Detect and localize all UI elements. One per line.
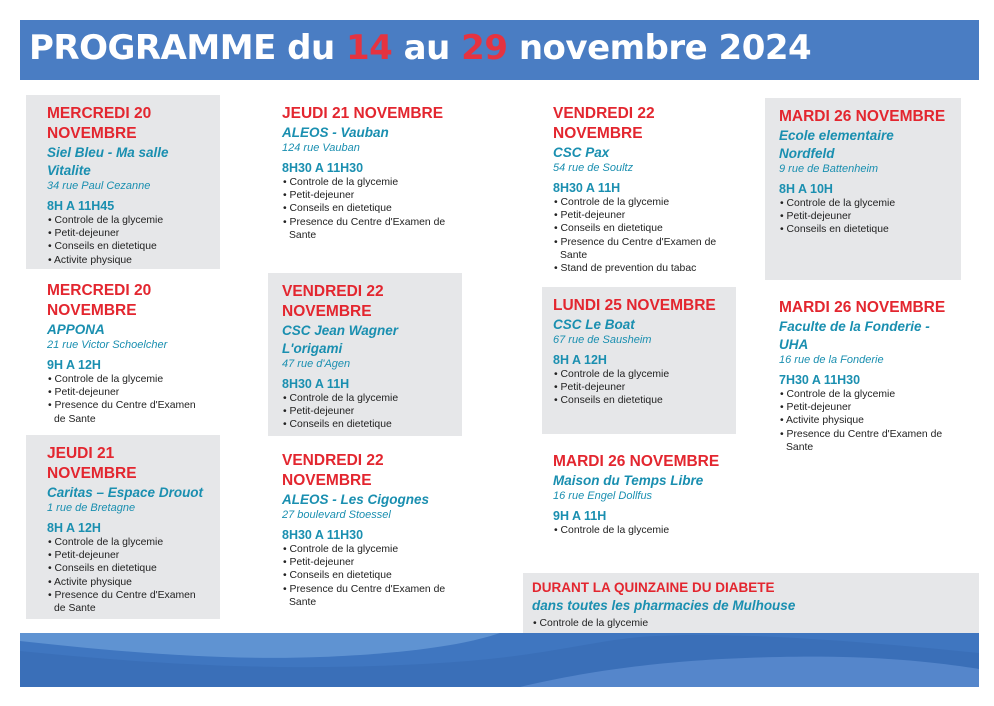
event-address: 1 rue de Bretagne <box>47 502 136 514</box>
event-time: 8H30 A 11H30 <box>282 161 364 175</box>
event-venue: Siel Bleu - Ma salle Vitalite <box>47 145 169 178</box>
activity-item: • Controle de la glycemie <box>779 197 947 210</box>
title-start-date: 14 <box>346 28 393 68</box>
event-activities <box>47 214 206 267</box>
activity-item: • Petit-dejeuner <box>282 405 448 418</box>
event-venue: CSC Jean Wagner L'origami <box>282 323 399 356</box>
event-venue: Ecole elementaire Nordfeld <box>779 128 894 161</box>
event-card <box>26 272 220 432</box>
activity-item: • Petit-dejeuner <box>282 189 448 202</box>
event-address: 67 rue de Sausheim <box>553 334 652 346</box>
event-address: 47 rue d'Agen <box>282 358 351 370</box>
quinzaine-activities <box>532 617 969 630</box>
activity-item: • Petit-dejeuner <box>553 381 722 394</box>
quinzaine-box <box>523 573 979 635</box>
event-time: 8H30 A 11H <box>553 181 621 195</box>
activity-item: • Conseils en dietetique <box>282 202 448 215</box>
event-address: 9 rue de Battenheim <box>779 163 879 175</box>
activity-item: • Conseils en dietetique <box>282 569 448 582</box>
activity-item: • Petit-dejeuner <box>47 386 206 399</box>
event-venue: Caritas – Espace Drouot <box>47 485 204 500</box>
event-address: 16 rue Engel Dollfus <box>553 490 653 502</box>
activity-item: • Conseils en dietetique <box>47 240 206 253</box>
event-day: MARDI 26 NOVEMBRE <box>779 108 946 125</box>
activity-item: • Conseils en dietetique <box>553 394 722 407</box>
activity-item: • Petit-dejeuner <box>553 209 722 222</box>
activity-item: • Controle de la glycemie <box>553 524 728 537</box>
event-address: 16 rue de la Fonderie <box>779 354 884 366</box>
activity-item: • Activite physique <box>779 414 951 427</box>
event-day: VENDREDI 22 NOVEMBRE <box>282 283 384 320</box>
event-card <box>765 289 965 479</box>
event-card <box>26 95 220 269</box>
event-venue: Faculte de la Fonderie - UHA <box>779 319 930 352</box>
event-activities <box>47 536 206 615</box>
event-activities <box>282 392 448 432</box>
activity-item: • Petit-dejeuner <box>779 401 951 414</box>
activity-item: • Conseils en dietetique <box>47 562 206 575</box>
activity-item: • Presence du Centre d'Examen de Sante <box>282 583 448 609</box>
event-day: MERCREDI 20 NOVEMBRE <box>47 282 152 319</box>
event-activities <box>779 197 947 237</box>
activity-item: • Conseils en dietetique <box>282 418 448 431</box>
event-card <box>542 287 736 434</box>
event-day: MERCREDI 20 NOVEMBRE <box>47 105 152 142</box>
event-time: 8H30 A 11H <box>282 377 350 391</box>
activity-item: • Controle de la glycemie <box>553 368 722 381</box>
activity-item: • Presence du Centre d'Examen de Sante <box>553 236 722 262</box>
activity-item: • Conseils en dietetique <box>779 223 947 236</box>
event-day: VENDREDI 22 NOVEMBRE <box>553 105 655 142</box>
page-title <box>29 28 811 68</box>
activity-item: • Presence du Centre d'Examen de Sante <box>779 428 951 454</box>
event-day: MARDI 26 NOVEMBRE <box>779 299 946 316</box>
event-day: VENDREDI 22 NOVEMBRE <box>282 452 384 489</box>
event-venue: ALEOS - Vauban <box>282 125 389 140</box>
activity-item: • Controle de la glycemie <box>282 176 448 189</box>
activity-item: • Petit-dejeuner <box>47 549 206 562</box>
event-time: 8H A 12H <box>47 521 101 535</box>
event-time: 8H30 A 11H30 <box>282 528 364 542</box>
title-middle: au <box>392 28 462 68</box>
event-time: 9H A 12H <box>47 358 101 372</box>
quinzaine-subtitle: dans toutes les pharmacies de Mulhouse <box>532 598 796 613</box>
event-activities <box>779 388 951 454</box>
activity-item: • Activite physique <box>47 254 206 267</box>
title-banner <box>20 20 979 80</box>
event-day: JEUDI 21 NOVEMBRE <box>47 445 137 482</box>
activity-item: • Petit-dejeuner <box>47 227 206 240</box>
event-card <box>268 273 462 436</box>
event-activities <box>553 196 722 275</box>
title-end-date: 29 <box>461 28 508 68</box>
activity-item: • Controle de la glycemie <box>779 388 951 401</box>
event-address: 34 rue Paul Cezanne <box>47 180 151 192</box>
activity-item: • Presence du Centre d'Examen de Sante <box>282 216 448 242</box>
event-activities <box>282 176 448 242</box>
activity-item: • Controle de la glycemie <box>282 392 448 405</box>
event-time: 7H30 A 11H30 <box>779 373 861 387</box>
event-address: 124 rue Vauban <box>282 142 360 154</box>
activity-item: • Controle de la glycemie <box>47 536 206 549</box>
event-card <box>542 95 736 281</box>
event-time: 9H A 11H <box>553 509 607 523</box>
activity-item: • Activite physique <box>47 576 206 589</box>
decorative-wave-footer <box>20 633 979 687</box>
activity-item: • Controle de la glycemie <box>282 543 448 556</box>
event-time: 8H A 12H <box>553 353 607 367</box>
event-card <box>268 95 462 267</box>
event-venue: CSC Pax <box>553 145 610 160</box>
event-activities <box>282 543 448 609</box>
title-suffix: novembre 2024 <box>507 28 812 68</box>
event-activities <box>553 368 722 408</box>
event-address: 54 rue de Soultz <box>553 162 634 174</box>
event-card <box>26 435 220 619</box>
event-venue: ALEOS - Les Cigognes <box>282 492 430 507</box>
activity-item: • Controle de la glycemie <box>47 214 206 227</box>
activity-item: • Petit-dejeuner <box>779 210 947 223</box>
event-activities <box>47 373 206 426</box>
event-card <box>268 442 462 618</box>
event-venue: CSC Le Boat <box>553 317 635 332</box>
event-address: 27 boulevard Stoessel <box>282 509 391 521</box>
event-day: JEUDI 21 NOVEMBRE <box>282 105 444 122</box>
activity-item: • Stand de prevention du tabac <box>553 262 722 275</box>
activity-item: • Presence du Centre d'Examen de Sante <box>47 589 206 615</box>
event-venue: Maison du Temps Libre <box>553 473 704 488</box>
event-activities <box>553 524 728 537</box>
event-day: MARDI 26 NOVEMBRE <box>553 453 720 470</box>
quinzaine-title: DURANT LA QUINZAINE DU DIABETE <box>532 580 775 595</box>
activity-item: • Controle de la glycemie <box>532 617 969 630</box>
event-card <box>542 443 742 563</box>
event-time: 8H A 10H <box>779 182 833 196</box>
event-address: 21 rue Victor Schoelcher <box>47 339 168 351</box>
activity-item: • Controle de la glycemie <box>553 196 722 209</box>
event-day: LUNDI 25 NOVEMBRE <box>553 297 716 314</box>
event-time: 8H A 11H45 <box>47 199 115 213</box>
activity-item: • Controle de la glycemie <box>47 373 206 386</box>
activity-item: • Conseils en dietetique <box>553 222 722 235</box>
title-prefix: PROGRAMME du <box>29 28 347 68</box>
event-venue: APPONA <box>47 322 105 337</box>
event-card <box>765 98 961 280</box>
activity-item: • Presence du Centre d'Examen de Sante <box>47 399 206 425</box>
activity-item: • Petit-dejeuner <box>282 556 448 569</box>
